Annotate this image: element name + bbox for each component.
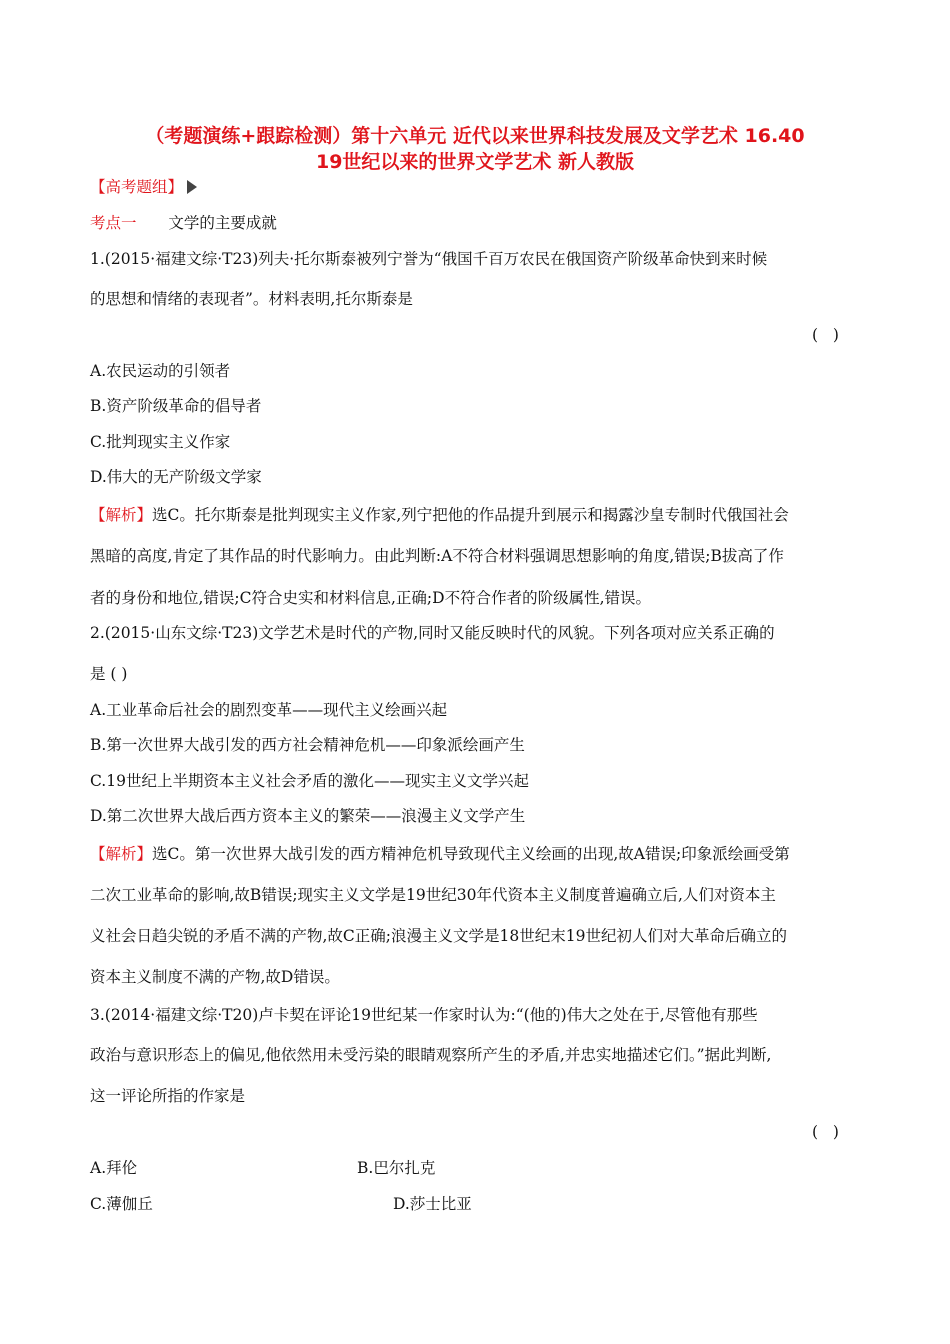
exam-point-title: 文学的主要成就 [168, 214, 277, 232]
document-title-line-1: （考题演练+跟踪检测）第十六单元 近代以来世界科技发展及文学艺术 16.40 [145, 125, 805, 147]
q2-stem-line-2: 是 ( ) [90, 665, 128, 683]
q1-analysis-text-1: 选C。托尔斯泰是批判现实主义作家,列宁把他的作品提升到展示和揭露沙皇专制时代俄国社会 [152, 506, 789, 524]
q2-stem-line-1: 2.(2015·山东文综·T23)文学艺术是时代的产物,同时又能反映时代的风貌。下列各项对应关系正确的 [90, 624, 775, 642]
q1-analysis-line-1 [90, 505, 789, 525]
exam-point-heading [90, 213, 277, 233]
q3-stem-line-3: 这一评论所指的作家是 [90, 1087, 246, 1105]
section-group-header [90, 177, 197, 197]
q2-analysis-line-1 [90, 844, 790, 864]
group-label: 【高考题组】 [90, 178, 184, 196]
q1-analysis-line-3: 者的身份和地位,错误;C符合史实和材料信息,正确;D不符合作者的阶级属性,错误。 [90, 589, 652, 607]
q2-analysis-line-4: 资本主义制度不满的产物,故D错误。 [90, 968, 340, 986]
q1-answer-blank: ( ) [812, 326, 839, 344]
q3-option-a: A.拜伦 [90, 1159, 138, 1177]
q3-option-d: D.莎士比亚 [393, 1195, 472, 1213]
exam-point-label: 考点一 [90, 214, 137, 232]
q1-stem-line-2: 的思想和情绪的表现者”。材料表明,托尔斯泰是 [90, 290, 413, 308]
q3-stem-line-1: 3.(2014·福建文综·T20)卢卡契在评论19世纪某一作家时认为:“(他的)伟大之处在于,尽管他有那些 [90, 1006, 758, 1024]
q3-option-c: C.薄伽丘 [90, 1195, 153, 1213]
q1-option-d: D.伟大的无产阶级文学家 [90, 468, 262, 486]
analysis-tag: 【解析】 [90, 506, 153, 524]
q2-analysis-line-3: 义社会日趋尖锐的矛盾不满的产物,故C正确;浪漫主义文学是18世纪末19世纪初人们对大革命后确立的 [90, 927, 787, 945]
q1-stem-line-1: 1.(2015·福建文综·T23)列夫·托尔斯泰被列宁誉为“俄国千百万农民在俄国资产阶级革命快到来时候 [90, 250, 768, 268]
q2-option-b: B.第一次世界大战引发的西方社会精神危机——印象派绘画产生 [90, 736, 525, 754]
q2-analysis-line-2: 二次工业革命的影响,故B错误;现实主义文学是19世纪30年代资本主义制度普遍确立后,人们对资本主 [90, 886, 776, 904]
document-title-line-2: 19世纪以来的世界文学艺术 新人教版 [315, 151, 635, 173]
q3-option-b: B.巴尔扎克 [357, 1159, 436, 1177]
q3-answer-blank: ( ) [812, 1123, 839, 1141]
q2-option-d: D.第二次世界大战后西方资本主义的繁荣——浪漫主义文学产生 [90, 807, 526, 825]
q2-analysis-text-1: 选C。第一次世界大战引发的西方精神危机导致现代主义绘画的出现,故A错误;印象派绘画受第 [152, 845, 790, 863]
q2-option-a: A.工业革命后社会的剧烈变革——现代主义绘画兴起 [90, 701, 448, 719]
q3-stem-line-2: 政治与意识形态上的偏见,他依然用未受污染的眼睛观察所产生的矛盾,并忠实地描述它们。”据此判断, [90, 1046, 772, 1064]
analysis-tag: 【解析】 [90, 845, 153, 863]
q1-option-b: B.资产阶级革命的倡导者 [90, 397, 262, 415]
q1-option-c: C.批判现实主义作家 [90, 433, 231, 451]
q2-option-c: C.19世纪上半期资本主义社会矛盾的激化——现实主义文学兴起 [90, 772, 529, 790]
q1-analysis-line-2: 黑暗的高度,肯定了其作品的时代影响力。由此判断:A不符合材料强调思想影响的角度,错误;B拔高了作 [90, 547, 784, 565]
q1-option-a: A.农民运动的引领者 [90, 362, 231, 380]
triangle-right-icon [187, 180, 197, 194]
